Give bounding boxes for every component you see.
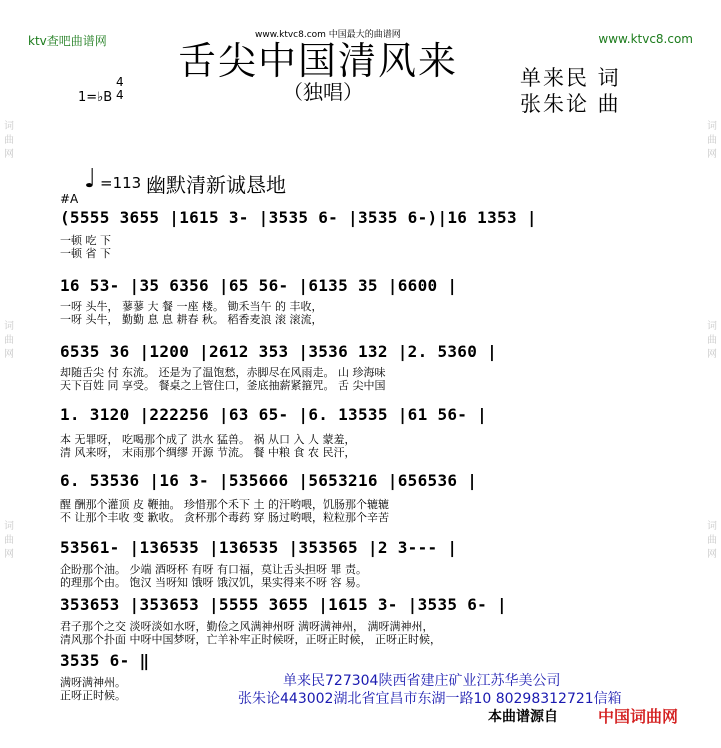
- notation-line: 16 53- |35 6356 |65 56- |6135 35 |6600 |: [60, 276, 458, 295]
- lyric-line: 不 让那个丰收 变 歉收。 贪杯那个毒药 穿 肠过哟喂，粒粒那个辛苦: [60, 511, 389, 524]
- notation-line: (5555 3655 |1615 3- |3535 6- |3535 6-)|16 1353 |: [60, 208, 537, 227]
- footer-lyricist-address: 单来民727304陕西省建庄矿业江苏华美公司: [283, 673, 561, 689]
- time-signature: [116, 76, 124, 102]
- site-name-left[interactable]: ktv查吧曲谱网: [28, 34, 107, 48]
- meter-top: 4: [116, 75, 124, 89]
- lyric-line: 企盼那个油。 少端 酒呀杯 有呀 有口福，莫让舌头担呀 罪 责。: [60, 563, 367, 576]
- tempo-mark: =113: [100, 174, 142, 192]
- lyric-line: 清风那个扑面 中呀中国梦呀，亡羊补牢正时候呀，正呀正时候， 正呀正时候，: [60, 633, 441, 646]
- right-watermark: 词曲网: [707, 321, 717, 360]
- song-title: 舌尖中国清风来: [178, 39, 459, 83]
- lyric-line: 满呀满神州。: [60, 676, 126, 689]
- composer-credit: 张朱论 曲: [520, 92, 621, 116]
- lyric-line: 一呀 头牛， 勤勤 息 息 耕春 秋。 稻香麦浪 滚 滚流，: [60, 313, 323, 326]
- right-watermark: 词曲网: [707, 121, 717, 160]
- site-url-right[interactable]: www.ktvc8.com: [598, 32, 693, 46]
- lyric-line: 天下百姓 同 享受。 餐桌之上管住口，釜底抽薪紧箍咒。 舌 尖中国: [60, 379, 386, 392]
- notation-line: 53561- |136535 |136535 |353565 |2 3--- |: [60, 538, 458, 557]
- lyric-line: 却随舌尖 付 东流。 还是为了温饱愁，赤脚尽在风雨走。 山 珍海味: [60, 366, 386, 379]
- section-mark: #A: [60, 192, 79, 206]
- site-banner-center[interactable]: www.ktvc8.com 中国最大的曲谱网: [255, 30, 401, 40]
- source-label: 本曲谱源自: [488, 709, 558, 725]
- left-watermark: 词曲网: [4, 121, 14, 160]
- lyric-line: 醒 酬那个灌顶 皮 鞭抽。 珍惜那个禾下 土 的汗哟喂，饥肠那个辘辘: [60, 498, 389, 511]
- expression-mark: 幽默清新诚恳地: [146, 173, 286, 197]
- footer-composer-address: 张朱论443002湖北省宜昌市东湖一路10 80298312721信箱: [238, 691, 622, 707]
- notation-line: 3535 6- ‖: [60, 651, 150, 670]
- key-signature: 1=♭B: [78, 90, 113, 105]
- lyric-line: 一顿 吃 下: [60, 234, 111, 247]
- notation-line: 353653 |353653 |5555 3655 |1615 3- |3535 6- |: [60, 595, 507, 614]
- lyric-line: 正呀正时候。: [60, 689, 126, 702]
- song-subtitle: （独唱）: [283, 80, 363, 104]
- lyric-line: 君子那个之交 淡呀淡如水呀，勤俭之风满神州呀 满呀满神州， 满呀满神州，: [60, 620, 434, 633]
- lyric-line: 本 无罪呀， 吃喝那个成了 洪水 猛兽。 祸 从口 入 人 蒙羞，: [60, 433, 356, 446]
- notation-line: 1. 3120 |222256 |63 65- |6. 13535 |61 56- |: [60, 405, 488, 424]
- lyricist-credit: 单来民 词: [520, 66, 621, 90]
- left-watermark: 词曲网: [4, 321, 14, 360]
- lyric-line: 的理那个由。 饱汉 当呀知 饿呀 饿汉饥，果实得来不呀 容 易。: [60, 576, 367, 589]
- lyric-line: 一顿 省 下: [60, 247, 111, 260]
- notation-line: 6535 36 |1200 |2612 353 |3536 132 |2. 5360 |: [60, 342, 498, 361]
- lyric-line: 一呀 头牛， 蓼蓼 大 餐 一座 楼。 锄禾当午 的 丰收，: [60, 300, 323, 313]
- notation-line: 6. 53536 |16 3- |535666 |5653216 |656536 |: [60, 471, 478, 490]
- source-site-link[interactable]: 中国词曲网: [598, 707, 679, 726]
- lyric-line: 清 风来呀， 末雨那个绸缪 开源 节流。 餐 中粮 食 农 民汗，: [60, 446, 356, 459]
- right-watermark: 词曲网: [707, 521, 717, 560]
- quarter-note-icon: ♩: [84, 164, 97, 194]
- meter-bottom: 4: [116, 88, 124, 102]
- left-watermark: 词曲网: [4, 521, 14, 560]
